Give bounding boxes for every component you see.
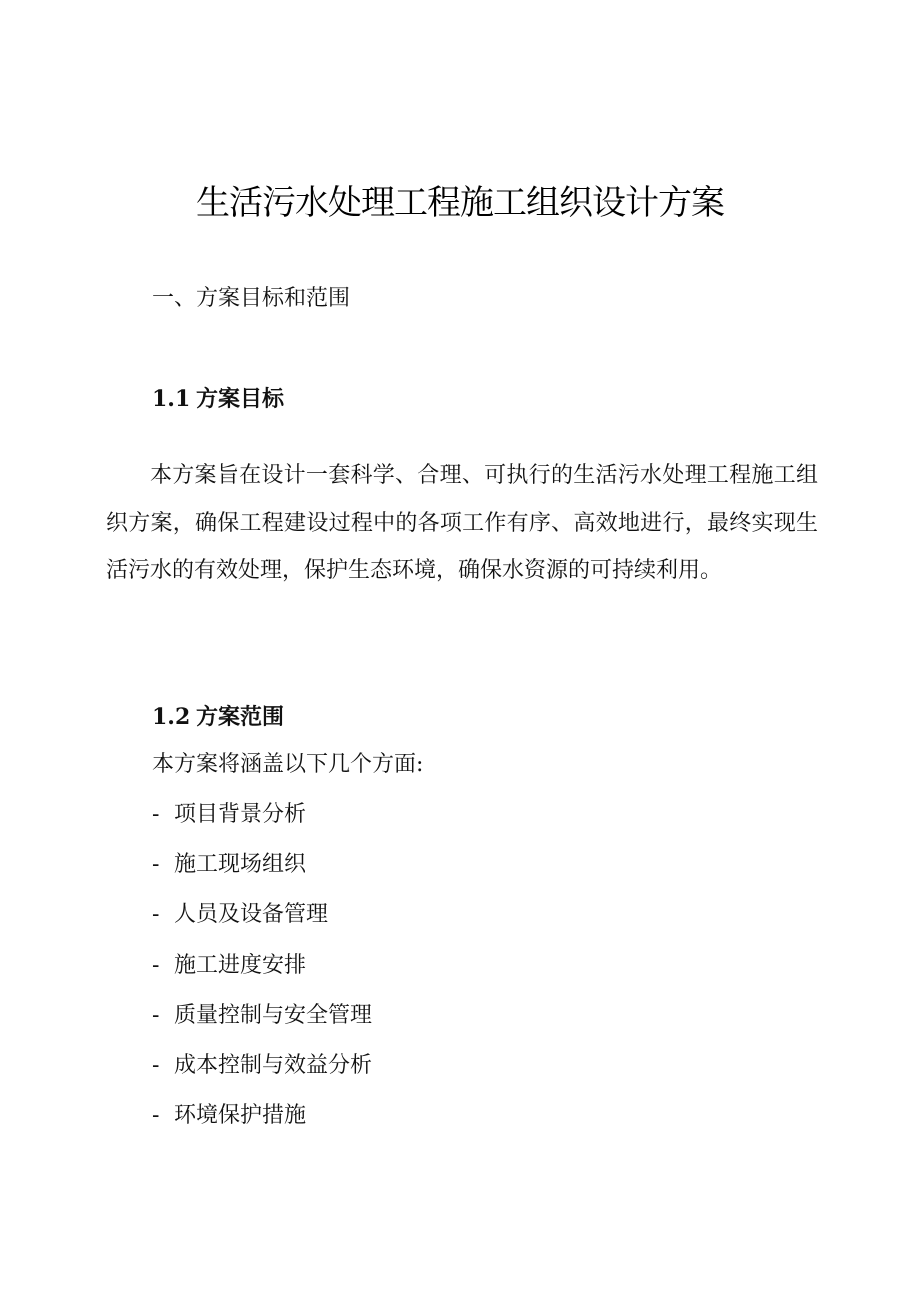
list-bullet: - [152, 1103, 160, 1129]
section-heading: 一、方案目标和范围 [152, 286, 351, 311]
list-item [152, 951, 372, 981]
list-item [152, 800, 372, 830]
subsection-number: 1.2 [152, 704, 191, 730]
scope-intro: 本方案将涵盖以下几个方面: [152, 752, 424, 777]
document-title: 生活污水处理工程施工组织设计方案 [196, 183, 724, 223]
goal-paragraph: 本方案旨在设计一套科学、合理、可执行的生活污水处理工程施工组织方案，确保工程建设过程中的各项工作有序、高效地进行，最终实现生活污水的有效处理，保护生态环境，确保水资源的可持续利用。 [106, 463, 818, 583]
subsection-heading-goal [152, 384, 284, 414]
list-item [152, 1101, 372, 1131]
list-item [152, 1051, 372, 1081]
list-item-text: 质量控制与安全管理 [174, 1002, 373, 1028]
list-item-text: 环境保护措施 [174, 1103, 307, 1129]
list-bullet: - [152, 902, 160, 928]
subsection-number: 1.1 [152, 386, 191, 412]
list-bullet: - [152, 1052, 160, 1078]
subsection-title: 方案目标 [196, 386, 285, 412]
list-item-text: 项目背景分析 [174, 802, 307, 827]
list-item-text: 施工进度安排 [174, 952, 307, 978]
subsection-title: 方案范围 [196, 704, 285, 730]
list-bullet: - [152, 802, 160, 827]
subsection-heading-scope [152, 702, 284, 732]
list-bullet: - [152, 852, 160, 878]
list-item [152, 850, 372, 880]
list-item-text: 人员及设备管理 [174, 902, 329, 928]
list-item-text: 施工现场组织 [174, 852, 307, 878]
list-item-text: 成本控制与效益分析 [174, 1052, 373, 1078]
list-bullet: - [152, 952, 160, 978]
list-item [152, 900, 372, 930]
scope-list [152, 800, 372, 1151]
list-item [152, 1001, 372, 1031]
list-bullet: - [152, 1002, 160, 1028]
